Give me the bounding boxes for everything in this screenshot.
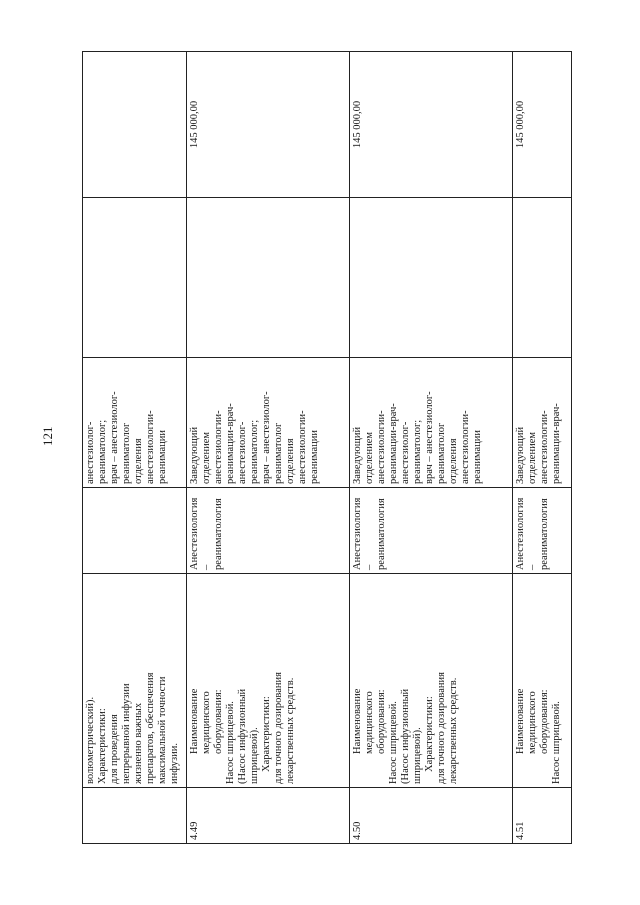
text-line: оборудования: xyxy=(376,689,387,754)
text-line: Наименование xyxy=(515,688,526,754)
price: 145 000,00 xyxy=(513,52,572,198)
text-line: непрерывной инфузии xyxy=(121,683,132,784)
text-line: врач – анестезиолог- xyxy=(424,391,435,484)
text-line: врач – анестезиолог- xyxy=(109,391,120,484)
equipment-description xyxy=(83,574,187,788)
text-line: отделения xyxy=(448,438,459,484)
page-number: 121 xyxy=(40,426,55,446)
text-line: анестезиологии- xyxy=(376,410,387,484)
text-line: реаниматолог; xyxy=(97,419,108,484)
empty-cell xyxy=(83,198,187,358)
text-line: медицинского xyxy=(201,691,212,754)
price: 145 000,00 xyxy=(350,52,513,198)
text-line: анестезиологии- xyxy=(297,410,308,484)
text-line: шприцевой). xyxy=(412,727,423,784)
text-line: Заведующий xyxy=(352,426,363,484)
text-line: Наименование xyxy=(352,688,363,754)
empty-cell xyxy=(513,198,572,358)
text-line: отделением xyxy=(527,431,538,484)
table-row xyxy=(187,52,350,844)
text-line: Заведующий xyxy=(515,426,526,484)
text-line: отделением xyxy=(364,431,375,484)
equipment-description xyxy=(513,574,572,788)
text-line: Характеристики: xyxy=(424,696,435,772)
text-line: инфузии. xyxy=(169,742,180,784)
text-line: Насос шприцевой. xyxy=(551,701,562,784)
specialty: Анестезиология – реаниматология xyxy=(187,488,350,574)
text-line: Наименование xyxy=(189,688,200,754)
text-line: реаниматолог; xyxy=(412,419,423,484)
table-row xyxy=(513,52,572,844)
text-line: реанимации xyxy=(309,429,320,484)
equipment-description xyxy=(350,574,513,788)
text-line: реаниматолог xyxy=(273,422,284,484)
row-number: 4.50 xyxy=(350,788,513,844)
positions xyxy=(187,358,350,488)
equipment-table xyxy=(82,51,572,844)
text-line: Заведующий xyxy=(189,426,200,484)
text-line: анестезиолог- xyxy=(400,421,411,484)
text-line: реанимации xyxy=(157,429,168,484)
text-line: Характеристики: xyxy=(261,696,272,772)
text-line: реанимации-врач- xyxy=(225,403,236,484)
price: 145 000,00 xyxy=(187,52,350,198)
text-line: анестезиолог- xyxy=(237,421,248,484)
row-number xyxy=(83,788,187,844)
text-line: реанимации-врач- xyxy=(388,403,399,484)
positions xyxy=(350,358,513,488)
text-line: медицинского xyxy=(527,691,538,754)
equipment-description xyxy=(187,574,350,788)
text-line: анестезиологии- xyxy=(539,410,550,484)
table-row xyxy=(83,52,187,844)
text-line: волюметрический). xyxy=(85,696,96,784)
text-line: отделением xyxy=(201,431,212,484)
specialty: Анестезиология – реаниматология xyxy=(513,488,572,574)
text-line: лекарственных средств. xyxy=(448,677,459,784)
text-line: врач – анестезиолог- xyxy=(261,391,272,484)
text-line: для точного дозирования xyxy=(436,672,447,784)
text-line: анестезиолог- xyxy=(85,421,96,484)
specialty: Анестезиология – реаниматология xyxy=(350,488,513,574)
text-line: реаниматолог xyxy=(436,422,447,484)
text-line: оборудования: xyxy=(539,689,550,754)
text-line: шприцевой). xyxy=(249,727,260,784)
row-number: 4.51 xyxy=(513,788,572,844)
text-line: (Насос инфузионный xyxy=(400,688,411,784)
table-row xyxy=(350,52,513,844)
text-line: лекарственных средств. xyxy=(285,677,296,784)
text-line: для проведения xyxy=(109,714,120,784)
text-line: реаниматолог; xyxy=(249,419,260,484)
text-line: реаниматолог xyxy=(121,422,132,484)
text-line: Насос шприцевой. xyxy=(225,701,236,784)
text-line: реанимации xyxy=(472,429,483,484)
empty-cell xyxy=(350,198,513,358)
text-line: (Насос инфузионный xyxy=(237,688,248,784)
specialty xyxy=(83,488,187,574)
positions xyxy=(513,358,572,488)
text-line: анестезиологии- xyxy=(460,410,471,484)
text-line: анестезиологии- xyxy=(213,410,224,484)
text-line: реанимации-врач- xyxy=(551,403,562,484)
price xyxy=(83,52,187,198)
text-line: для точного дозирования xyxy=(273,672,284,784)
text-line: анестезиологии- xyxy=(145,410,156,484)
text-line: Характеристики: xyxy=(97,708,108,784)
text-line: максимальной точности xyxy=(157,676,168,784)
text-line: оборудования: xyxy=(213,689,224,754)
text-line: препаратов, обеспечения xyxy=(145,672,156,784)
rotated-page-content xyxy=(82,52,571,844)
text-line: отделения xyxy=(133,438,144,484)
row-number: 4.49 xyxy=(187,788,350,844)
text-line: медицинского xyxy=(364,691,375,754)
empty-cell xyxy=(187,198,350,358)
text-line: жизненно важных xyxy=(133,702,144,784)
positions xyxy=(83,358,187,488)
text-line: Насос шприцевой. xyxy=(388,701,399,784)
text-line: отделения xyxy=(285,438,296,484)
